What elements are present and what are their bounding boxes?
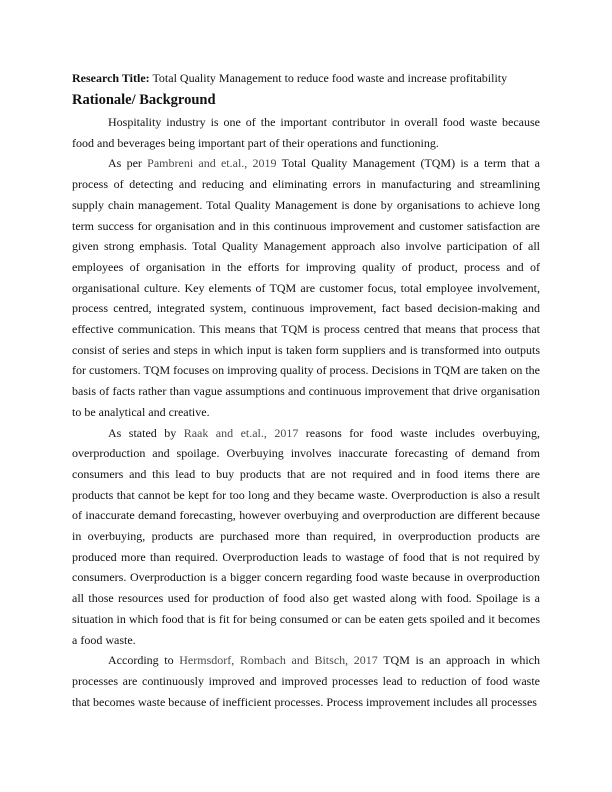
paragraph-3	[72, 423, 540, 651]
research-title-label: Research Title:	[72, 71, 150, 85]
research-title	[72, 70, 540, 86]
paragraph-text: TQM is an approach in which processes are continuously improved and improved processes lead to reduction of food waste that becomes waste because of inefficient processes. Process improvement includes all processes	[72, 653, 541, 709]
citation: Pambreni and et.al., 2019	[147, 156, 277, 171]
paragraph-1	[72, 112, 540, 153]
paragraph-4	[72, 650, 540, 712]
paragraph-2	[72, 153, 540, 422]
paragraph-text: reasons for food waste includes overbuying, overproduction and spoilage. Overbuying involves inaccurate forecasting of demand from consumers and this lead to buy products that are not required and in food items there are products that cannot be kept for too long and they became waste. Overproduction is also a result of inaccurate demand forecasting, however overbuying and overproduction are different because in overbuying, products are purchased more than required, in overproduction products are produced more than required. Overproduction leads to wastage of food that is not required by consumers. Overproduction is a bigger concern regarding food waste because in overproduction all those resources used for production of food also get wasted along with food. Spoilage is a situation in which food that is fit for being consumed or can be eaten gets spoiled and it becomes a food waste.	[72, 425, 540, 647]
paragraph-text: Total Quality Management (TQM) is a term that a process of detecting and reducing and eliminating errors in manufacturing and streamlining supply chain management. Total Quality Management is done by organisations to achieve long term success for organisation and in this continuous improvement and customer satisfaction are given strong emphasis. Total Quality Management approach also involve participation of all employees of organisation in the efforts for improving quality of product, process and of organisational culture. Key elements of TQM are customer focus, total employee involvement, process centred, integrated system, continuous improvement, fact based decision-making and effective communication. This means that TQM is process centred that means that process that consist of series and steps in which input is taken form suppliers and is transformed into outputs for customers. TQM focuses on improving quality of process. Decisions in TQM are taken on the basis of facts rather than vague assumptions and continuous improvement that drive organisation to be analytical and creative.	[72, 156, 540, 419]
paragraph-text: As stated by	[108, 425, 184, 440]
paragraph-text: Hospitality industry is one of the important contributor in overall food waste because food and beverages being important part of their operations and functioning.	[72, 115, 540, 150]
citation: Raak and et.al., 2017	[183, 425, 299, 440]
research-title-value: Total Quality Management to reduce food waste and increase profitability	[149, 71, 508, 85]
paragraph-text: As per	[108, 156, 148, 171]
paragraph-text: According to	[108, 653, 180, 668]
citation: Hermsdorf, Rombach and Bitsch, 2017	[179, 653, 378, 668]
document-page	[72, 70, 540, 712]
section-heading: Rationale/ Background	[72, 92, 216, 108]
